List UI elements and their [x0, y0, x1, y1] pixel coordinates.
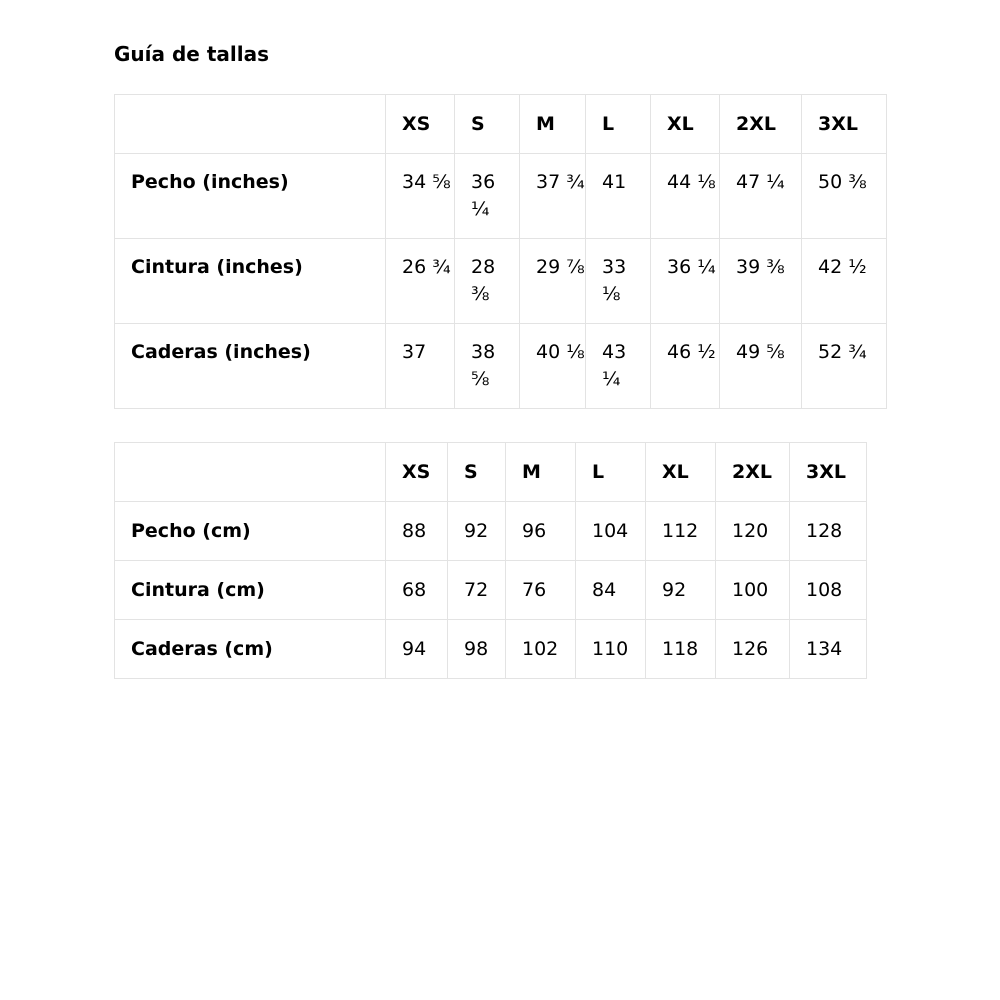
size-table-cm	[114, 442, 867, 679]
measurement-cell: 42 ½	[802, 239, 887, 324]
row-label: Pecho (cm)	[115, 502, 386, 561]
measurement-cell: 98	[448, 620, 506, 679]
measurement-cell: 43 ¼	[586, 324, 651, 409]
size-header: M	[506, 443, 576, 502]
table-header-row	[115, 443, 867, 502]
size-header: L	[576, 443, 646, 502]
measurement-cell: 134	[790, 620, 867, 679]
measurement-cell: 36 ¼	[651, 239, 720, 324]
size-header: 2XL	[716, 443, 790, 502]
header-corner	[115, 95, 386, 154]
measurement-cell: 112	[646, 502, 716, 561]
size-header: S	[448, 443, 506, 502]
measurement-cell: 120	[716, 502, 790, 561]
measurement-cell: 118	[646, 620, 716, 679]
row-label: Caderas (cm)	[115, 620, 386, 679]
row-label: Caderas (inches)	[115, 324, 386, 409]
measurement-cell: 72	[448, 561, 506, 620]
header-corner	[115, 443, 386, 502]
measurement-cell: 126	[716, 620, 790, 679]
measurement-cell: 50 ⅜	[802, 154, 887, 239]
measurement-cell: 33 ⅛	[586, 239, 651, 324]
measurement-cell: 38 ⅝	[455, 324, 520, 409]
measurement-cell: 76	[506, 561, 576, 620]
size-header: 2XL	[720, 95, 802, 154]
measurement-cell: 47 ¼	[720, 154, 802, 239]
table-row	[115, 561, 867, 620]
row-label: Cintura (inches)	[115, 239, 386, 324]
table-header-row	[115, 95, 887, 154]
row-label: Pecho (inches)	[115, 154, 386, 239]
measurement-cell: 39 ⅜	[720, 239, 802, 324]
measurement-cell: 36 ¼	[455, 154, 520, 239]
table-row	[115, 324, 887, 409]
measurement-cell: 29 ⅞	[520, 239, 586, 324]
measurement-cell: 46 ½	[651, 324, 720, 409]
measurement-cell: 88	[386, 502, 448, 561]
table-row	[115, 620, 867, 679]
measurement-cell: 40 ⅛	[520, 324, 586, 409]
measurement-cell: 26 ¾	[386, 239, 455, 324]
measurement-cell: 49 ⅝	[720, 324, 802, 409]
measurement-cell: 68	[386, 561, 448, 620]
measurement-cell: 102	[506, 620, 576, 679]
size-header: 3XL	[802, 95, 887, 154]
size-header: XL	[651, 95, 720, 154]
measurement-cell: 110	[576, 620, 646, 679]
size-table-inches	[114, 94, 887, 409]
size-header: XL	[646, 443, 716, 502]
measurement-cell: 44 ⅛	[651, 154, 720, 239]
size-header: L	[586, 95, 651, 154]
measurement-cell: 96	[506, 502, 576, 561]
measurement-cell: 92	[448, 502, 506, 561]
measurement-cell: 37	[386, 324, 455, 409]
measurement-cell: 37 ¾	[520, 154, 586, 239]
measurement-cell: 92	[646, 561, 716, 620]
measurement-cell: 28 ⅜	[455, 239, 520, 324]
measurement-cell: 100	[716, 561, 790, 620]
size-header: S	[455, 95, 520, 154]
size-header: XS	[386, 443, 448, 502]
measurement-cell: 52 ¾	[802, 324, 887, 409]
row-label: Cintura (cm)	[115, 561, 386, 620]
size-header: 3XL	[790, 443, 867, 502]
measurement-cell: 128	[790, 502, 867, 561]
measurement-cell: 108	[790, 561, 867, 620]
table-row	[115, 502, 867, 561]
table-row	[115, 154, 887, 239]
size-header: M	[520, 95, 586, 154]
measurement-cell: 84	[576, 561, 646, 620]
table-row	[115, 239, 887, 324]
measurement-cell: 34 ⅝	[386, 154, 455, 239]
size-header: XS	[386, 95, 455, 154]
measurement-cell: 94	[386, 620, 448, 679]
page-title: Guía de tallas	[114, 42, 269, 66]
measurement-cell: 41	[586, 154, 651, 239]
measurement-cell: 104	[576, 502, 646, 561]
